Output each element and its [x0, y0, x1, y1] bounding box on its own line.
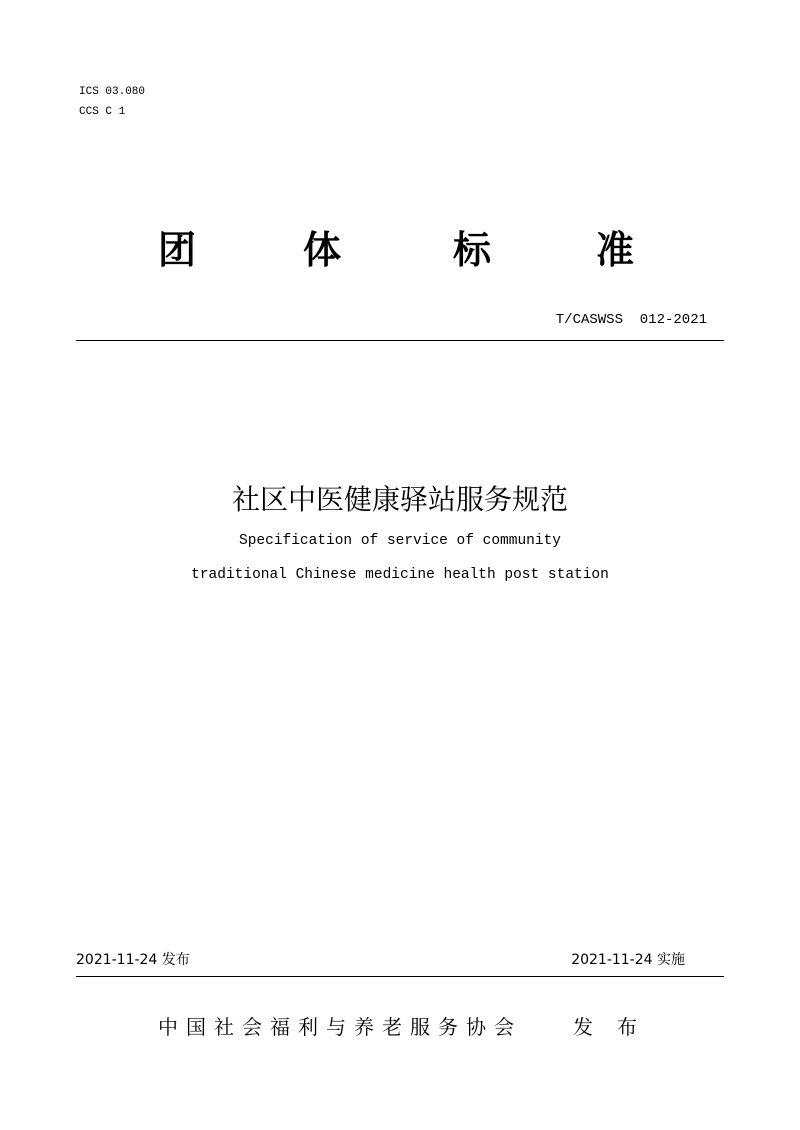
implement-date: 2021-11-24 实施	[571, 952, 685, 968]
doc-type-char-4: 准	[596, 228, 635, 272]
classification-codes	[79, 82, 145, 122]
doc-type-char-3: 标	[453, 228, 492, 272]
doc-type-char-1: 团	[158, 228, 197, 272]
title-english-line-2: traditional Chinese medicine health post station	[191, 567, 609, 583]
publisher-name: 中国社会福利与养老服务协会	[158, 1015, 522, 1039]
publish-label: 发布	[573, 1015, 661, 1039]
doc-type-char-2: 体	[303, 228, 342, 272]
document-type-heading	[158, 225, 658, 275]
standard-number: T/CASWSS 012-2021	[555, 312, 707, 328]
ics-code: ICS 03.080	[79, 86, 146, 98]
title-english-line-1: Specification of service of community	[239, 533, 561, 549]
bottom-divider	[76, 976, 724, 977]
ccs-code: CCS C 1	[79, 106, 126, 118]
top-divider	[76, 340, 724, 341]
publish-date: 2021-11-24 发布	[76, 952, 190, 968]
title-chinese: 社区中医健康驿站服务规范	[231, 483, 568, 516]
